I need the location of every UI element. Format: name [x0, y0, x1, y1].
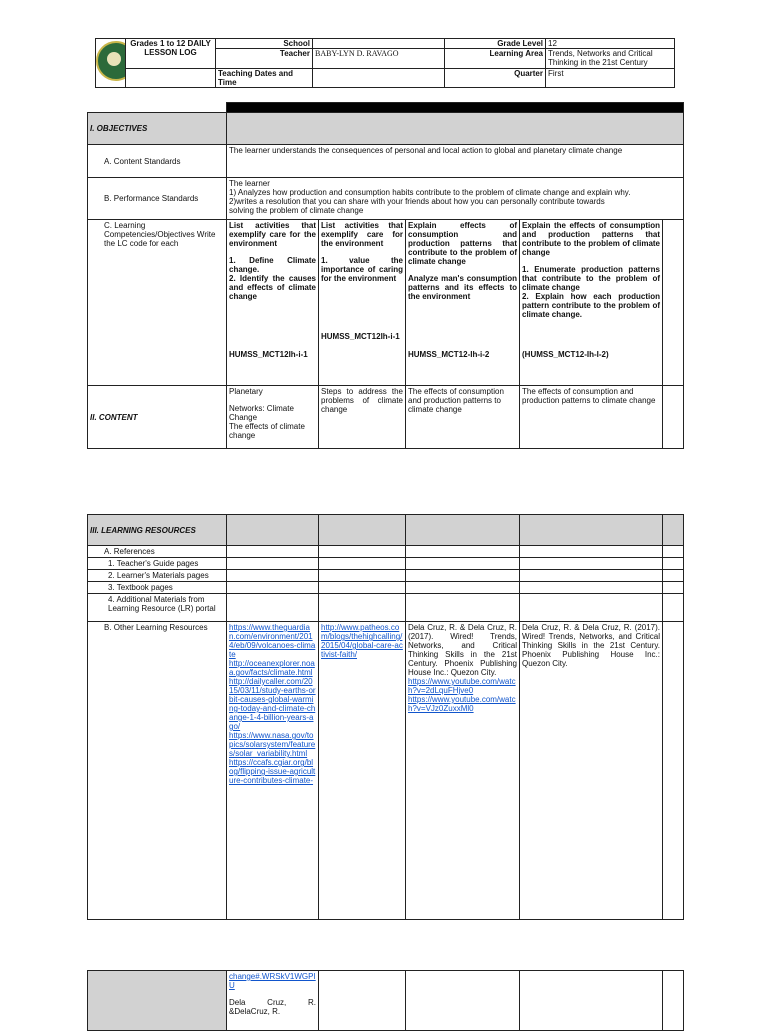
school-label: School [216, 39, 313, 49]
lm-label: 2. Learner's Materials pages [88, 570, 227, 582]
content-heading: II. CONTENT [88, 386, 227, 449]
resource-link[interactable]: http://dailycaller.com/2015/03/11/study-earths-orbit-causes-global-warming-today-and-climate-change-1-4-billion-years-ago/ [229, 677, 316, 731]
grade-value: 12 [546, 39, 675, 49]
dates-label: Teaching Dates and Time [216, 69, 313, 88]
resource-link[interactable]: https://www.youtube.com/watch?v=VJz0ZuxxMl0 [408, 695, 516, 713]
teacher-label: Teacher [216, 49, 313, 69]
resource-link[interactable]: https://ccafs.cgiar.org/blog/flipping-issue-agriculture-contributes-climate- [229, 758, 316, 785]
day2-resources [319, 622, 406, 920]
day3-objectives: Explain effects of consumption and production patterns that contribute to the problem of climate change Analyze man's consumption patterns and its effects to the environment HUMSS_MCT12-Ih-i-2 [406, 220, 520, 386]
school-value [313, 39, 445, 49]
header-table [95, 38, 675, 88]
continuation-table [87, 970, 684, 1031]
resource-link[interactable]: http://www.patheos.com/blogs/thehighcalling/2015/04/global-care-activist-faith/ [321, 623, 403, 659]
resource-link[interactable]: change#.WRSkV1WGPIU [229, 972, 316, 990]
performance-standards-text: The learner 1) Analyzes how production and consumption habits contribute to the problem of climate change and explain why. 2)writes a resolution that you can share with your friends about how you can personally contribute towards solving the problem of climate change [227, 178, 684, 220]
day3-content: The effects of consumption and production patterns to climate change [406, 386, 520, 449]
other-resources-label: B. Other Learning Resources [88, 622, 227, 920]
day1-content: Planetary Networks: Climate Change The effects of climate change [227, 386, 319, 449]
tb-label: 3. Textbook pages [88, 582, 227, 594]
dll-title: Grades 1 to 12 DAILY LESSON LOG [126, 39, 216, 69]
area-label: Learning Area [445, 49, 546, 69]
content-standards-text: The learner understands the consequences of personal and local action to global and planetary climate change [227, 145, 684, 178]
continuation-resources: change#.WRSkV1WGPIU Dela Cruz, R. &DelaCruz, R. [227, 971, 319, 1031]
teacher-value: BABY-LYN D. RAVAGO [313, 49, 445, 69]
resources-heading: III. LEARNING RESOURCES [88, 515, 227, 546]
day4-resources: Dela Cruz, R. & Dela Cruz, R. (2017). Wired! Trends, Networks, and Critical Thinking Skills in the 21st Century. Phoenix Publishing House Inc.: Quezon City. [520, 622, 663, 920]
resource-link[interactable]: https://www.nasa.gov/topics/solarsystem/features/solar_variability.html [229, 731, 316, 758]
lr-label: 4. Additional Materials from Learning Resource (LR) portal [88, 594, 227, 622]
performance-standards-label: B. Performance Standards [88, 178, 227, 220]
area-value: Trends, Networks and Critical Thinking in the 21st Century [546, 49, 675, 69]
competencies-label: C. Learning Competencies/Objectives Write the LC code for each [88, 220, 227, 386]
references-label: A. References [88, 546, 227, 558]
resources-table [87, 514, 684, 920]
day1-objectives: List activities that exemplify care for the environment 1. Define Climate change. 2. Identify the causes and effects of climate change HUMSS_MCT12Ih-i-1 [227, 220, 319, 386]
objectives-table [87, 102, 684, 449]
black-bar [227, 103, 684, 113]
quarter-value: First [546, 69, 675, 88]
day2-content: Steps to address the problems of climate change [319, 386, 406, 449]
resource-link[interactable]: http://oceanexplorer.noaa.gov/facts/climate.html [229, 659, 315, 677]
tg-label: 1. Teacher's Guide pages [88, 558, 227, 570]
grade-label: Grade Level [445, 39, 546, 49]
resource-link[interactable]: https://www.youtube.com/watch?v=2dLquFHjve0 [408, 677, 516, 695]
quarter-label: Quarter [445, 69, 546, 88]
objectives-heading: I. OBJECTIVES [88, 113, 227, 145]
day3-resources: Dela Cruz, R. & Dela Cruz, R. (2017). Wired! Trends, Networks, and Critical Thinking Skills in the 21st Century. Phoenix Publishing House Inc.: Quezon City. https://www.youtube.com/watch?v=2dLquFHjve0 https://www.youtube.com/watch?v=VJz0ZuxxMl0 [406, 622, 520, 920]
content-standards-label: A. Content Standards [88, 145, 227, 178]
day1-resources [227, 622, 319, 920]
dates-value [313, 69, 445, 88]
day2-objectives: List activities that exemplify care for the environment 1. value the importance of caring for the environment HUMSS_MCT12Ih-i-1 [319, 220, 406, 386]
school-logo [96, 39, 126, 88]
day4-content: The effects of consumption and production patterns to climate change [520, 386, 663, 449]
resource-link[interactable]: https://www.theguardian.com/environment/2014/eb/09/volcanoes-climate [229, 623, 316, 659]
day4-objectives: Explain the effects of consumption and production patterns that contribute to the problem of climate change 1. Enumerate production patterns that contribute to the problem of climate change 2. Explain how each production pattern contribute to the problem of climate change. (HUMSS_MCT12-Ih-I-2) [520, 220, 663, 386]
